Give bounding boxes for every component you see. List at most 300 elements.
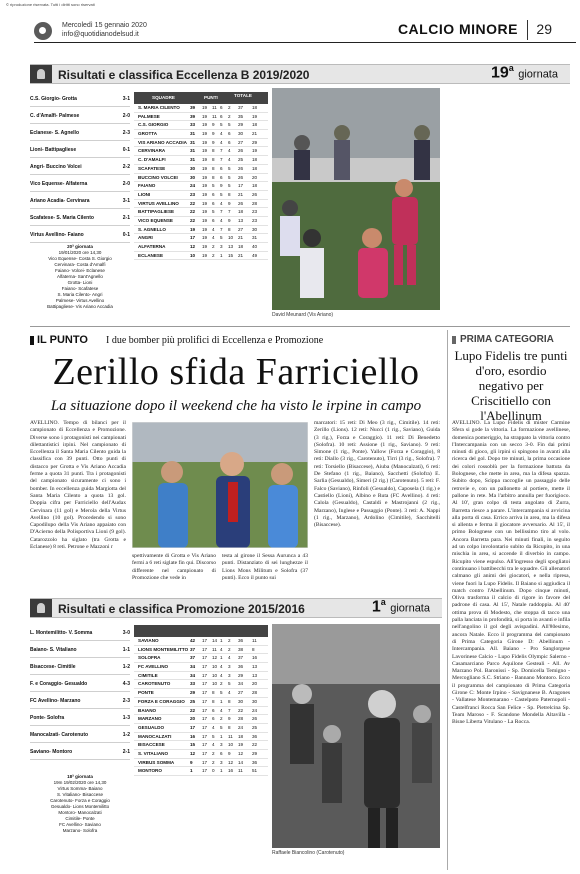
- team-stat: 1: [220, 252, 223, 258]
- team-points: 37: [190, 646, 196, 652]
- result-row: [30, 124, 130, 141]
- team-stat: 6: [212, 191, 215, 197]
- team-stat: 10: [212, 664, 218, 670]
- team-stat: 10: [212, 681, 218, 687]
- standings-row: [134, 637, 268, 646]
- team-stat: 36: [252, 733, 258, 739]
- team-points: 23: [190, 191, 196, 197]
- sidebar-tag: PRIMA CATEGORIA: [460, 334, 554, 345]
- team-stat: 27: [238, 139, 244, 145]
- team-stat: 17: [202, 646, 208, 652]
- team-points: 30: [190, 174, 196, 180]
- team-stat: 8: [212, 690, 215, 696]
- team-name: GROTTA: [138, 131, 158, 137]
- team-stat: 17: [238, 183, 244, 189]
- team-stat: 0: [212, 768, 215, 774]
- team-points: 24: [190, 183, 196, 189]
- team-stat: 37: [238, 105, 244, 110]
- team-stat: 6: [228, 131, 231, 137]
- team-stat: 18: [252, 105, 258, 110]
- standings-row: [134, 707, 268, 716]
- team-stat: 8: [252, 646, 255, 652]
- team-stat: 17: [202, 733, 208, 739]
- team-points: 19: [190, 226, 196, 232]
- team-stat: 19: [238, 742, 244, 748]
- team-stat: 17: [202, 742, 208, 748]
- team-stat: 8: [212, 165, 215, 171]
- team-points: 25: [190, 698, 196, 704]
- team-stat: 18: [238, 244, 244, 249]
- team-stat: 17: [202, 707, 208, 713]
- team-stat: 19: [202, 113, 208, 119]
- team-stat: 9: [228, 200, 231, 206]
- team-stat: 19: [252, 148, 258, 154]
- team-points: 16: [190, 733, 196, 739]
- next-match: Battipagliese- Vis Ariano Accadia: [47, 304, 113, 309]
- sidebar-body: AVELLINO. La Lupo Fidelis di mister Carmine Sfera si gode la vittoria. La formazione avellinese, domenica pomeriggio, ha strappato la vittoria contro l'Intercampania con un secco 3-0. Fin dai primi minuti di gioco, gli irpini si spingono in avanti alla ricerca del gol. Dopo tre minuti, la prima occasione dei colori rossoblù per la formazione battuta da Bolognese, che mette in area, ma la difesa spazza. Subito dopo, Scippa raccoglie un passaggio delle retrovie e, con un pallonetto al portiere, mette il pallone in rete. Ma l'arbitro annulla per fuorigioco. Al 10', gran colpo di testa angolato di Zurra, Barretta riesce a parare. L'intercampania si avvicina alla porta di casa. Errico arriva in area, ma la difesa si allenta e ferma il giocatore avversario. Al 15', il primo Bolognese con un bellissimo tiro al volo. Ancora Barretta para. Nei minuti finali, in seguito ad un colpo involontario subito da Ricupito, in una mischia in area, si accende il diverbio in campo. Ricupito viene espulso. All'ingresso degli spogliatoi continuano i battibecchi tra le squadre. Gli allenatori calmano gli animi dei giocatori, e nella ripresa, viene fuori la Lupo Fidelis. Il Baiano si aggiudica il match contro l'Abellinum. Dopo cinque minuti, Oliva trasforma il calcio di rigore in favore del padrone di casa. Al 15', Natale raddoppia. Al 40' ottima prova di Modesto, che stoppa di tacco una palla lanciata in profondità, si porta in avanti e infila nell'angolino il gol degli avispadini. All'80esimo, ancora Natale. Ecco il programma del campionato di Prima Categoria Girone D: Abellinum - Intercampania. All. Baiano - Pro Sanglorgese Lavorinese Calcio - Lupo Fidelis Olympic Salerno - Casamarciano Parco Aquilone Gesteali - All. Av Marzano Pol. Baronissi - Sp. Domicella Temigno - Mercogliano S.C. Striano - Bannano Montoro. Ecco il programma del campionato di Prima Categoria Girone C: Monte Irpino - Savignanese B. Aragones - Vallatese Montemarano - Castelpoto Paternopoli - Castelfranci Rocca San Felice - Sp. Pietrelcina Sp. Team Maroso - F. Scandone Mondella Altavilla - Bisne Liberta Vitulano - La Rocca.: [452, 420, 570, 726]
- next-round-date: 19/01/2020 ore 14,30: [58, 250, 102, 255]
- standings-row: [134, 174, 268, 183]
- team-name: SOLOFRA: [138, 655, 161, 661]
- team-stat: 12: [228, 759, 234, 765]
- next-match: Palmese- Virtus Avellino: [55, 298, 105, 303]
- team-stat: 4: [220, 131, 223, 137]
- team-points: 22: [190, 209, 196, 215]
- standings-row: [134, 226, 268, 235]
- team-stat: 36: [238, 638, 244, 643]
- team-points: 17: [190, 724, 196, 730]
- match-teams: Manocalzati- Carotenuto: [30, 732, 89, 738]
- team-stat: 9: [212, 131, 215, 137]
- team-stat: 18: [238, 733, 244, 739]
- team-name: S. AGNELLO: [138, 226, 166, 232]
- team-stat: 7: [228, 209, 231, 215]
- team-name: BAIANO: [138, 707, 157, 713]
- team-name: LIONI: [138, 191, 151, 197]
- team-points: 34: [190, 672, 196, 678]
- team-stat: 17: [202, 724, 208, 730]
- team-stat: 7: [220, 209, 223, 215]
- team-stat: 5: [212, 183, 215, 189]
- team-stat: 19: [202, 122, 208, 128]
- team-stat: 19: [202, 226, 208, 232]
- team-stat: 40: [252, 244, 258, 249]
- issue-date: Mercoledì 15 gennaio 2020: [62, 22, 147, 29]
- result-row: [30, 658, 130, 675]
- result-row: [30, 692, 130, 709]
- team-name: ALFATERNA: [138, 244, 166, 249]
- standings-row: [134, 200, 268, 209]
- next-match: Marzano- Solofra: [62, 828, 98, 833]
- match-score: 2-2: [122, 164, 130, 170]
- team-points: 12: [190, 750, 196, 756]
- team-stat: 17: [202, 655, 208, 661]
- team-stat: 17: [202, 750, 208, 756]
- standings-row: [134, 191, 268, 200]
- team-stat: 6: [220, 750, 223, 756]
- sidebar-tag-bar: [452, 336, 456, 344]
- match-teams: Vico Equense- Alfaterna: [30, 181, 88, 187]
- team-stat: 25: [252, 724, 258, 730]
- next-round-title: 18ª giornata: [67, 774, 93, 779]
- soccer-player-icon: [30, 65, 52, 83]
- team-points: 1: [190, 768, 193, 774]
- standings-row: [134, 672, 268, 681]
- team-stat: 5: [212, 733, 215, 739]
- standings-row: [134, 208, 268, 217]
- team-name: BATTIPAGLIESE: [138, 209, 175, 215]
- standings-row: [134, 663, 268, 672]
- team-stat: 9: [212, 122, 215, 128]
- article-headline: Zerillo sfida Farriciello: [52, 351, 420, 393]
- team-stat: 2: [212, 252, 215, 258]
- team-points: 34: [190, 664, 196, 670]
- team-stat: 17: [202, 672, 208, 678]
- newspaper-logo-icon: [34, 22, 52, 40]
- team-stat: 21: [252, 131, 258, 137]
- team-points: 12: [190, 244, 196, 249]
- team-stat: 6: [212, 217, 215, 223]
- team-points: 31: [190, 131, 196, 137]
- team-name: MARZANO: [138, 716, 162, 722]
- team-points: 22: [190, 200, 196, 206]
- result-row: [30, 726, 130, 743]
- promozione-banner: [30, 598, 442, 618]
- team-stat: 16: [228, 768, 234, 774]
- team-points: 31: [190, 157, 196, 163]
- team-stat: 11: [212, 646, 217, 652]
- article-kicker: I due bomber più prolifici di Eccellenza e Promozione: [106, 335, 324, 346]
- team-stat: 4: [212, 742, 215, 748]
- eccellenza-standings: [134, 92, 268, 260]
- team-stat: 19: [202, 191, 208, 197]
- team-stat: 23: [252, 217, 258, 223]
- col-totale: TOTALE: [234, 93, 252, 98]
- team-stat: 9: [228, 750, 231, 756]
- team-stat: 19: [202, 209, 208, 215]
- team-name: VICO EQUENSE: [138, 217, 173, 223]
- team-name: GESUALDO: [138, 724, 165, 730]
- team-stat: 20: [252, 174, 258, 180]
- team-stat: 28: [252, 690, 258, 696]
- team-stat: 6: [228, 139, 231, 145]
- team-stat: 10: [228, 742, 234, 748]
- team-stat: 26: [238, 174, 244, 180]
- result-row: [30, 107, 130, 124]
- standings-row: [134, 182, 268, 191]
- standings-row: [134, 139, 268, 148]
- team-stat: 18: [252, 122, 258, 128]
- team-stat: 19: [202, 165, 208, 171]
- team-name: VIS ARIANO ACCADIA: [138, 139, 187, 145]
- result-row: [30, 226, 130, 243]
- team-stat: 19: [202, 157, 208, 163]
- team-stat: 5: [212, 209, 215, 215]
- team-stat: 21: [238, 252, 244, 258]
- match-teams: Saviano- Montoro: [30, 749, 73, 755]
- team-stat: 5: [220, 724, 223, 730]
- standings-row: [134, 234, 268, 243]
- team-stat: 6: [220, 165, 223, 171]
- team-name: BUCCINO VOLCEI: [138, 174, 178, 180]
- team-stat: 3: [228, 664, 231, 670]
- standings-row: [134, 113, 268, 122]
- team-name: BISACCESE: [138, 742, 165, 748]
- next-match: Grotta- Lioni: [67, 280, 93, 285]
- team-name: FAIANO: [138, 183, 156, 189]
- team-stat: 17: [202, 759, 208, 765]
- team-stat: 19: [202, 244, 208, 249]
- team-stat: 11: [238, 768, 243, 774]
- match-score: 0-1: [122, 232, 130, 238]
- team-points: 20: [190, 716, 196, 722]
- team-stat: 34: [238, 681, 244, 687]
- team-stat: 26: [238, 148, 244, 154]
- team-points: 10: [190, 252, 196, 258]
- match-score: 2-0: [122, 181, 130, 187]
- team-name: PALMESE: [138, 113, 160, 119]
- team-stat: 19: [202, 217, 208, 223]
- match-teams: Lioni- Battipagliese: [30, 147, 77, 153]
- team-stat: 8: [228, 698, 231, 704]
- team-stat: 2: [212, 759, 215, 765]
- match-score: 2-1: [122, 215, 130, 221]
- sidebar-rule: [447, 330, 448, 870]
- standings-row: [134, 698, 268, 707]
- team-stat: 8: [228, 191, 231, 197]
- team-name: CIMITILE: [138, 672, 158, 678]
- team-stat: 19: [202, 174, 208, 180]
- match-score: 3-1: [122, 198, 130, 204]
- team-stat: 8: [212, 148, 215, 154]
- team-name: CAROTENUTO: [138, 681, 171, 687]
- standings-row: [134, 733, 268, 742]
- team-stat: 4: [220, 200, 223, 206]
- team-stat: 7: [220, 148, 223, 154]
- match-teams: Scafatese- S. Maria Cilento: [30, 215, 94, 221]
- team-points: 15: [190, 742, 196, 748]
- team-stat: 4: [228, 655, 231, 661]
- team-stat: 19: [202, 148, 208, 154]
- result-row: [30, 209, 130, 226]
- team-stat: 9: [228, 716, 231, 722]
- team-stat: 6: [212, 707, 215, 713]
- standings-row: [134, 767, 268, 776]
- team-stat: 5: [220, 122, 223, 128]
- team-points: 42: [190, 638, 196, 643]
- match-teams: FC Avellino- Marzano: [30, 698, 81, 704]
- team-stat: 6: [220, 113, 223, 119]
- team-stat: 9: [220, 183, 223, 189]
- col-punti: PUNTI: [204, 95, 218, 100]
- team-stat: 29: [238, 672, 244, 678]
- team-name: S. VITALIANO: [138, 750, 169, 756]
- article-column-4: marcatori: 15 reti: Di Meo (3 rig., Cimitile). 14 reti: Zerillo (Lions). 12 reti: Nucci (1 rig., Saviano), Guida (3 rig.), Forza e Coraggio). 11 reti: Di Benedetto (Solofra). 10 reti: Assione (1 rig., Saviano). 9 reti: Simone (1 rig., Ponte). Yallow (Forza e Coraggio), 8 reti: Diallo (3 rig., Carotenuto), Tirri (3 rig., Solofra). 7 reti: Torsiello (Bisaccese), Aiuba (Manocalzati), 6 reti: De Stefano (1 rig., Baiano), Sacchetti (Solofra) E. Sarlia (Gesualdo), Simeri (2 rig.) (Carotenuto). 5 reti: F. Falco (Saviano), Rinfoli (Gesualdo), Caposela (1 rig.) e Castiello (Lioni), Albino e Ruta (FC Avellino). 4 reti: Calola (Gesualdo), Castaldi e Mastrojanni (2 rig., Marzano), Inglese e Passaggio (Ponte). 3 reti: A. Nappi (1 rig., Marzano), Ardolino (Cimitile), Sacchitelli (Bisaccese).: [314, 420, 440, 529]
- standings-row: [134, 741, 268, 750]
- team-stat: 29: [252, 139, 258, 145]
- team-stat: 2: [220, 716, 223, 722]
- result-row: [30, 158, 130, 175]
- header-separator: [527, 20, 528, 40]
- result-row: [30, 175, 130, 192]
- match-score: 4-3: [122, 681, 130, 687]
- next-match: Faiano- Volcei- Eclanese: [55, 268, 105, 273]
- article-tagline: [30, 334, 442, 347]
- team-points: 33: [190, 681, 196, 687]
- next-match: FC Avellino- Saviano: [59, 822, 101, 827]
- team-stat: 24: [238, 724, 244, 730]
- team-stat: 19: [202, 131, 208, 137]
- team-stat: 51: [252, 768, 258, 774]
- match-score: 2-1: [122, 749, 130, 755]
- next-match: S. Maria Cilento- Angri: [57, 292, 103, 297]
- team-name: FC AVELLINO: [138, 664, 169, 670]
- match-teams: C.S. Giorgio- Grotta: [30, 96, 77, 102]
- team-stat: 27: [238, 226, 244, 232]
- contact-email[interactable]: info@quotidianodelsud.it: [62, 31, 139, 38]
- next-match: S. Vitaliano- Bisaccese: [57, 792, 103, 797]
- team-name: C. D'AMALFI: [138, 157, 166, 163]
- team-stat: 31: [252, 235, 258, 241]
- team-stat: 19: [202, 105, 208, 110]
- article-tag: IL PUNTO: [37, 334, 88, 346]
- team-points: 22: [190, 707, 196, 713]
- soccer-player-icon: [30, 599, 52, 617]
- team-stat: 4: [228, 157, 231, 163]
- team-stat: 6: [212, 716, 215, 722]
- team-stat: 10: [212, 672, 218, 678]
- team-stat: 4: [220, 707, 223, 713]
- eccellenza-banner-title: Risultati e classifica Eccellenza B 2019/2020: [58, 68, 310, 82]
- next-match: Alfaterna- Sant'Agnello: [57, 274, 103, 279]
- team-stat: 28: [238, 716, 244, 722]
- standings-row: [134, 165, 268, 174]
- standings-row: [134, 646, 268, 655]
- eccellenza-photo-caption: David Meunard (Vis Ariano): [272, 312, 334, 318]
- match-score: 3-1: [122, 96, 130, 102]
- team-name: SCAFATESE: [138, 165, 166, 171]
- standings-row: [134, 750, 268, 759]
- team-stat: 35: [238, 113, 244, 119]
- team-stat: 26: [238, 200, 244, 206]
- team-name: VIRBUS SOMMA: [138, 759, 175, 765]
- match-teams: Baiano- S. Vitaliano: [30, 647, 77, 653]
- article-column-2: spettivamente di Grotta e Vis Ariano fermi a 6 reti siglate fin qui. Discorso differente nel campionato di Promozione che vede in: [132, 553, 216, 581]
- team-stat: 6: [212, 200, 215, 206]
- team-name: CERVINARA: [138, 148, 166, 154]
- match-teams: L. Montemilitto- V. Somma: [30, 630, 93, 636]
- team-stat: 17: [202, 681, 208, 687]
- team-stat: 18: [252, 157, 258, 163]
- team-stat: 14: [212, 638, 218, 643]
- team-name: C.S. GIORGIO: [138, 122, 169, 128]
- team-stat: 13: [228, 244, 234, 249]
- team-stat: 5: [228, 183, 231, 189]
- result-row: [30, 90, 130, 107]
- promozione-results: [30, 624, 130, 760]
- team-stat: 36: [238, 664, 244, 670]
- team-points: 29: [190, 690, 196, 696]
- team-stat: 11: [228, 733, 233, 739]
- team-name: MONTORO: [138, 768, 162, 774]
- team-stat: 13: [252, 664, 258, 670]
- team-points: 33: [190, 122, 196, 128]
- team-stat: 17: [202, 768, 208, 774]
- col-squadre: SQUADRE: [152, 95, 175, 100]
- article-subhead: La situazione dopo il weekend che ha visto le irpine in campo: [50, 398, 422, 414]
- standings-row: [134, 243, 268, 252]
- team-stat: 2: [228, 646, 231, 652]
- team-stat: 14: [238, 759, 244, 765]
- team-stat: 30: [252, 698, 258, 704]
- team-stat: 30: [252, 226, 258, 232]
- team-stat: 26: [238, 165, 244, 171]
- next-round-title: 20ª giornata: [67, 244, 93, 249]
- team-name: LIONS MONTEMILITTO: [138, 646, 189, 652]
- standings-row: [134, 156, 268, 165]
- team-stat: 7: [228, 707, 231, 713]
- result-row: [30, 709, 130, 726]
- team-stat: 5: [220, 235, 223, 241]
- team-stat: 1: [220, 638, 223, 643]
- copyright-notice: © riproduzione riservata. Tutti i diritti sono riservati: [6, 2, 95, 7]
- team-stat: 23: [252, 209, 258, 215]
- eccellenza-banner: [30, 64, 570, 84]
- team-stat: 4: [220, 672, 223, 678]
- team-stat: 24: [252, 707, 258, 713]
- match-score: 0-1: [122, 147, 130, 153]
- standings-header: [134, 625, 268, 637]
- team-stat: 2: [228, 638, 231, 643]
- team-stat: 19: [202, 139, 208, 145]
- team-name: MANOCALZATI: [138, 733, 172, 739]
- team-stat: 4: [212, 226, 215, 232]
- team-stat: 7: [220, 157, 223, 163]
- match-score: 1-3: [122, 715, 130, 721]
- promozione-photo: [272, 624, 440, 848]
- team-stat: 2: [212, 244, 215, 249]
- team-stat: 13: [238, 217, 244, 223]
- result-row: [30, 675, 130, 692]
- team-stat: 21: [238, 235, 244, 241]
- team-name: SAVIANO: [138, 638, 159, 643]
- team-stat: 21: [238, 191, 244, 197]
- team-stat: 4: [220, 217, 223, 223]
- team-stat: 4: [228, 148, 231, 154]
- team-name: VIRTUS AVELLINO: [138, 200, 179, 206]
- team-stat: 16: [252, 655, 258, 661]
- result-row: [30, 192, 130, 209]
- team-stat: 5: [220, 191, 223, 197]
- team-stat: 15: [228, 252, 234, 258]
- team-points: 31: [190, 148, 196, 154]
- eccellenza-photo: [272, 88, 440, 310]
- standings-row: [134, 759, 268, 768]
- result-row: [30, 141, 130, 158]
- team-stat: 2: [228, 113, 231, 119]
- standings-row: [134, 104, 268, 113]
- team-stat: 28: [252, 200, 258, 206]
- team-stat: 19: [202, 252, 208, 258]
- match-teams: Ponte- Solofra: [30, 715, 65, 721]
- team-stat: 26: [252, 191, 258, 197]
- promozione-next-round: [30, 774, 130, 834]
- standings-row: [134, 147, 268, 156]
- match-teams: F. e Coraggio- Gesualdo: [30, 681, 88, 687]
- team-stat: 8: [228, 724, 231, 730]
- team-stat: 29: [238, 122, 244, 128]
- team-stat: 4: [220, 139, 223, 145]
